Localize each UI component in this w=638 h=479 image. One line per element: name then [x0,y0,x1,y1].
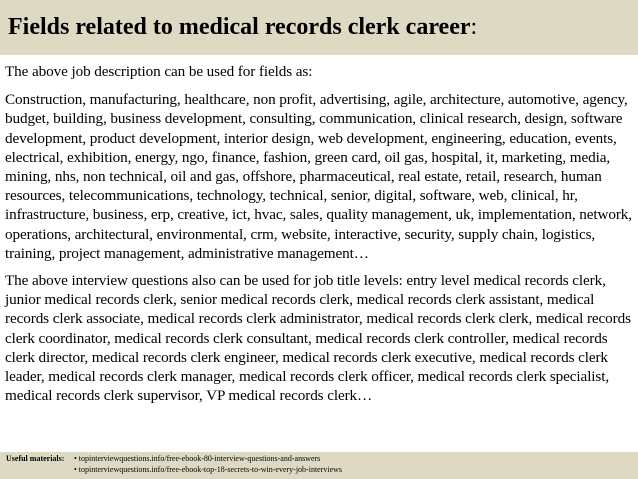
fields-paragraph: Construction, manufacturing, healthcare, non profit, advertising, agile, architecture, automotive, agency, budget, building, business development, consulting, communication, clinical research, design, software development, product development, interior design, web development, engineering, education, events, electrical, exhibition, energy, ngo, finance, fashion, green card, oil gas, hospital, it, marketing, media, mining, nhs, non technical, oil and gas, offshore, pharmaceutical, real estate, retail, research, human resources, telecommunications, technology, technical, senior, digital, software, web, clinical, hr, infrastructure, business, erp, creative, ict, hvac, sales, quality management, uk, implementation, network, operations, architectural, environmental, crm, website, interactive, security, supply chain, logistics, training, project management, administrative management… [5,91,632,262]
job-titles-paragraph: The above interview questions also can be used for job title levels: entry level medical records clerk, junior medical records clerk, senior medical records clerk, medical records clerk assistant, medical records clerk associate, medical records clerk administrator, medical records clerk clerk, medical records clerk coordinator, medical records clerk consultant, medical records clerk controller, medical records clerk director, medical records clerk engineer, medical records clerk executive, medical records clerk leader, medical records clerk manager, medical records clerk officer, medical records clerk specialist, medical records clerk supervisor, VP medical records clerk… [5,272,631,405]
intro-paragraph: The above job description can be used for fields as: [5,63,313,80]
footer-row-1 [6,453,638,464]
slide-title [8,12,638,42]
footer-spacer [6,464,74,475]
footer-label [6,453,74,464]
footer-row-2 [6,464,638,475]
footer-label-colon: : [61,454,65,463]
slide-title-text: Fields related to medical records clerk career [8,14,471,40]
slide-title-colon: : [470,14,478,40]
footer-link-ebook-80-questions[interactable]: • topinterviewquestions.info/free-ebook-80-interview-questions-and-answers [74,454,321,463]
useful-materials-footer [0,452,638,479]
footer-link-ebook-18-secrets[interactable]: • topinterviewquestions.info/free-ebook-top-18-secrets-to-win-every-job-interviews [74,465,343,474]
slide-body [5,62,633,405]
slide-header [0,0,638,55]
footer-label-text: Useful materials [6,454,62,463]
